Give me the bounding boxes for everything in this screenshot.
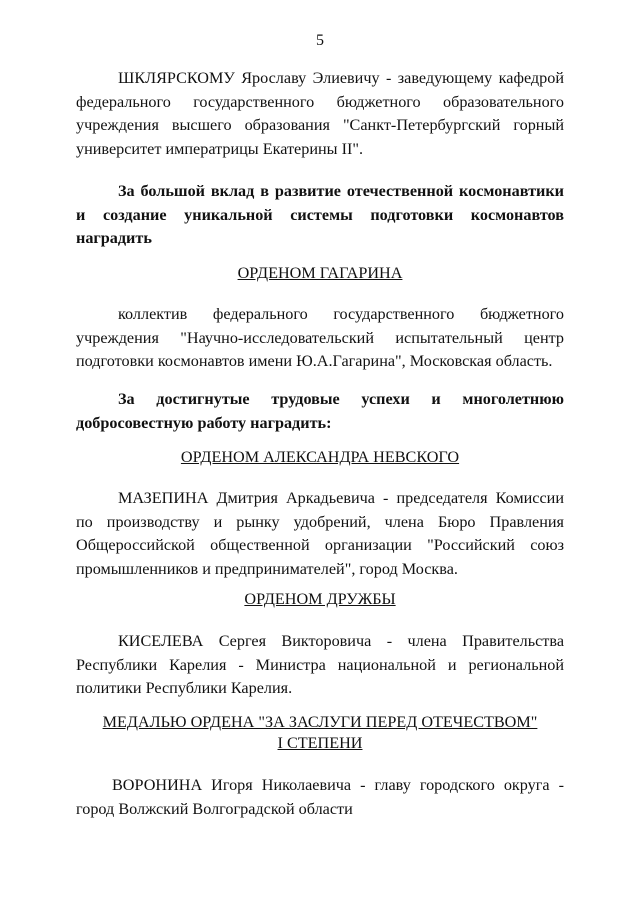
page-number: 5 — [316, 32, 324, 49]
award-recipient-kiselev: КИСЕЛЕВА Сергея Викторовича - члена Правительства Республики Карелия - Министра национальной и региональной политики Республики Карелия. — [76, 632, 564, 697]
award-recipient-mazepin: МАЗЕПИНА Дмитрия Аркадьевича - председателя Комиссии по производству и рынку удобрений, члена Бюро Правления Общероссийской общественной организации "Российский союз промышленников и предпринимателей", город Москва. — [76, 489, 564, 578]
award-heading-merit-medal — [0, 712, 640, 754]
award-recipient-voronin: ВОРОНИНА Игоря Николаевича - главу городского округа - город Волжский Волгоградской области — [76, 776, 564, 818]
award-heading-friendship-order: ОРДЕНОМ ДРУЖБЫ — [244, 590, 396, 608]
award-heading-merit-medal-line1: МЕДАЛЬЮ ОРДЕНА "ЗА ЗАСЛУГИ ПЕРЕД ОТЕЧЕСТВОМ" — [102, 713, 538, 731]
award-recipient-shklyarsky: ШКЛЯРСКОМУ Ярославу Элиевичу - заведующему кафедрой федерального государственного бюджетного образовательного учреждения высшего образования "Санкт-Петербургский горный университет императрицы Екатерины II". — [76, 69, 564, 158]
award-heading-nevsky-order: ОРДЕНОМ АЛЕКСАНДРА НЕВСКОГО — [180, 448, 460, 466]
award-reason-cosmonautics: За большой вклад в развитие отечественной космонавтики и создание уникальной системы подготовки космонавтов наградить — [76, 182, 564, 247]
award-recipient-training-center: коллектив федерального государственного бюджетного учреждения "Научно-исследовательский испытательный центр подготовки космонавтов имени Ю.А.Гагарина", Московская область. — [76, 305, 564, 370]
award-heading-merit-medal-line2: I СТЕПЕНИ — [277, 734, 363, 752]
award-heading-gagarin-order: ОРДЕНОМ ГАГАРИНА — [237, 264, 403, 282]
award-reason-labor-success: За достигнутые трудовые успехи и многолетнюю добросовестную работу наградить: — [76, 390, 564, 432]
